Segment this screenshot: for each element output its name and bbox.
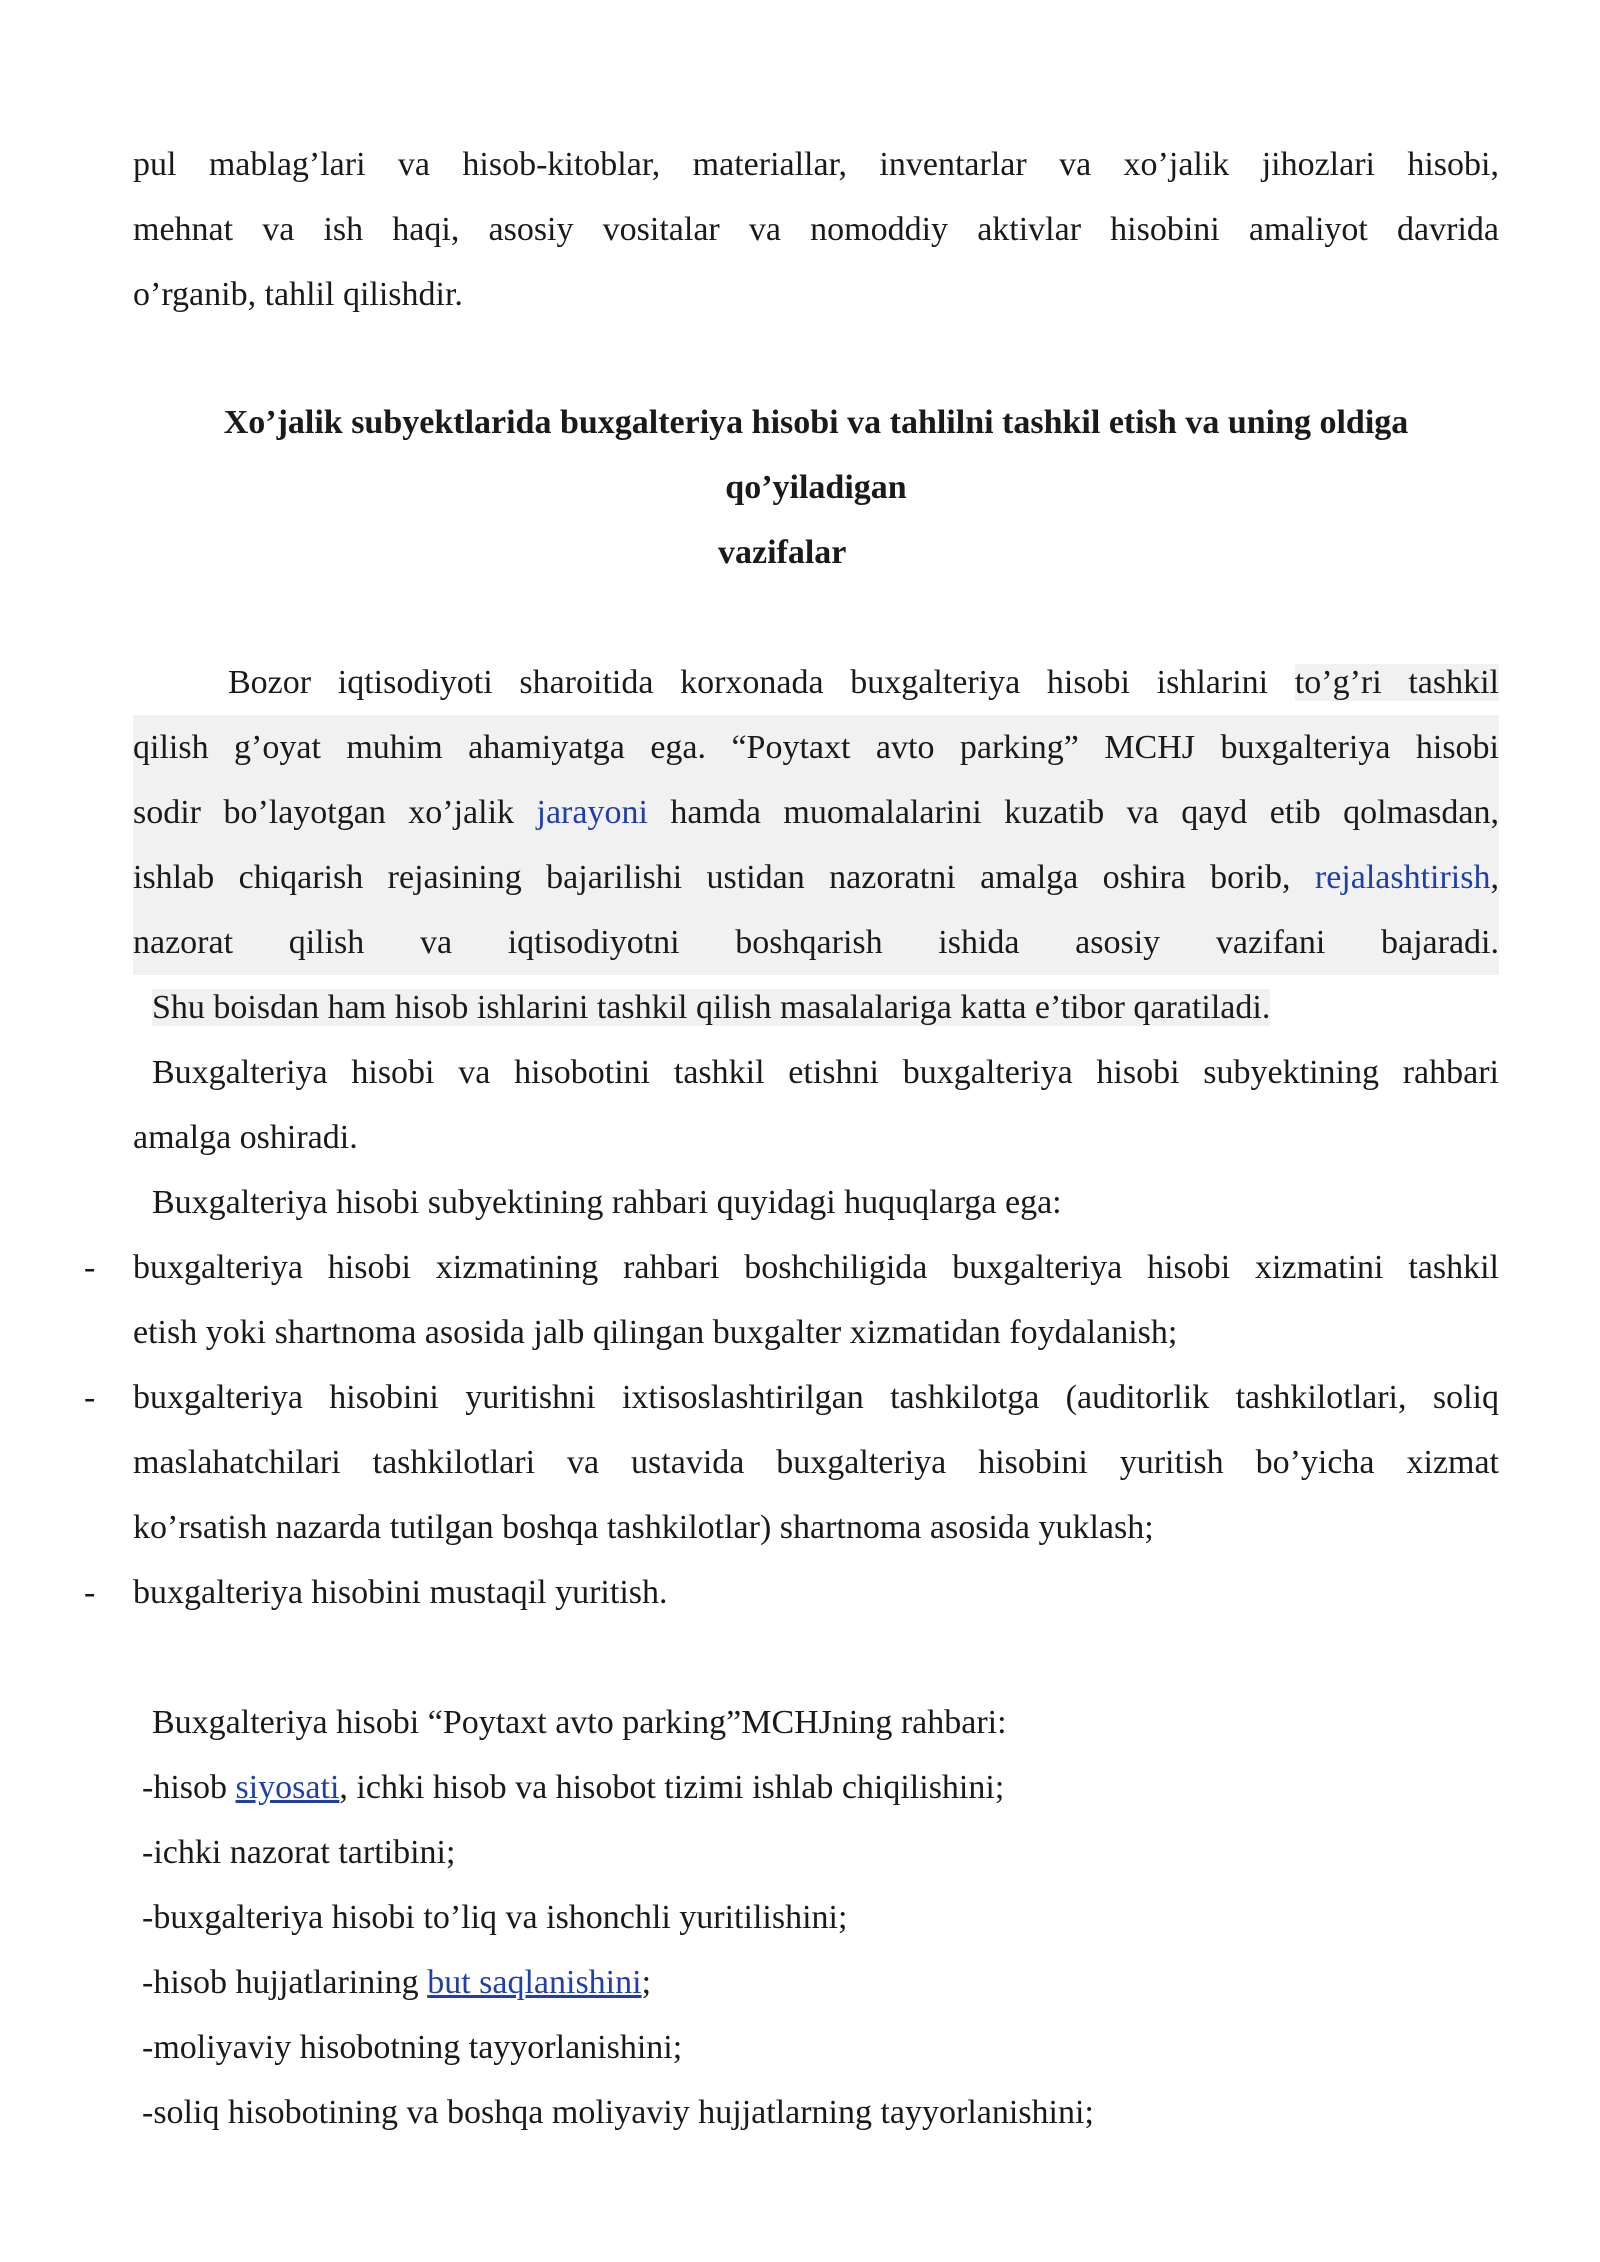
rights-item-2-line-2: maslahatchilari tashkilotlari va ustavida buxgalteriya hisobini yuritish bo’yicha xizmat xyxy=(133,1444,1499,1481)
rights-item-1-line-2: etish yoki shartnoma asosida jalb qilingan buxgalter xizmatidan foydalanish; xyxy=(133,1314,1178,1351)
para1-line-1-text: Bozor iqtisodiyoti sharoitida korxonada buxgalteriya hisobi ishlarini xyxy=(228,664,1295,701)
section-heading-line-1: Xo’jalik subyektlarida buxgalteriya hisobi va tahlilni tashkil etish va uning oldiga xyxy=(223,404,1409,441)
para1-line-3-text-b: hamda muomalalarini kuzatib va qayd etib qolmasdan, xyxy=(647,794,1499,831)
para1-line-4-text-b: , xyxy=(1490,859,1499,896)
duty-item-1 xyxy=(142,1755,1004,1820)
para1-line-4 xyxy=(133,845,1499,910)
para1-line-5: nazorat qilish va iqtisodiyotni boshqarish ishida asosiy vazifani bajaradi. xyxy=(133,910,1499,975)
para1-line-4-text-a: ishlab chiqarish rejasining bajarilishi ustidan nazoratni amalga oshira borib, xyxy=(133,859,1315,896)
para2-line-1: Buxgalteriya hisobi va hisobotini tashkil etishni buxgalteriya hisobi subyektining rahbari xyxy=(152,1054,1499,1091)
but-saqlanishini-link[interactable]: but saqlanishini xyxy=(427,1964,642,2001)
duty-item-1-text-a: -hisob xyxy=(142,1769,236,1806)
duty-item-4-text-b: ; xyxy=(641,1964,652,2001)
para2-line-2: amalga oshiradi. xyxy=(133,1119,358,1156)
para1-line-3 xyxy=(133,780,1499,845)
para1-line-6-text: Shu boisdan ham hisob ishlarini tashkil qilish masalalariga katta e’tibor qaratiladi. xyxy=(152,989,1271,1026)
list-dash-2: - xyxy=(84,1379,96,1416)
para1-line-1 xyxy=(228,650,1499,715)
section-heading-line-2: qo’yiladigan xyxy=(725,469,907,506)
section-heading-line-3: vazifalar xyxy=(718,534,847,571)
intro-line-2: mehnat va ish haqi, asosiy vositalar va nomoddiy aktivlar hisobini amaliyot davrida xyxy=(133,211,1499,248)
jarayoni-link[interactable]: jarayoni xyxy=(536,794,648,831)
para1-line-3-text-a: sodir bo’layotgan xo’jalik xyxy=(133,794,537,831)
rights-item-2-line-3: ko’rsatish nazarda tutilgan boshqa tashkilotlar) shartnoma asosida yuklash; xyxy=(133,1509,1154,1546)
para3-line-1: Buxgalteriya hisobi subyektining rahbari quyidagi huquqlarga ega: xyxy=(152,1184,1062,1221)
duty-item-4-text-a: -hisob hujjatlarining xyxy=(142,1964,428,2001)
duty-item-1-text-b: , ichki hisob va hisobot tizimi ishlab chiqilishini; xyxy=(339,1769,1005,1806)
duty-item-6: -soliq hisobotining va boshqa moliyaviy hujjatlarning tayyorlanishini; xyxy=(142,2094,1094,2131)
para4-line-1: Buxgalteriya hisobi “Poytaxt avto parking”MCHJning rahbari: xyxy=(152,1704,1007,1741)
siyosati-link[interactable]: siyosati xyxy=(235,1769,340,1806)
duty-item-2: -ichki nazorat tartibini; xyxy=(142,1834,456,1871)
para1-line-2: qilish g’oyat muhim ahamiyatga ega. “Poytaxt avto parking” MCHJ buxgalteriya hisobi xyxy=(133,715,1499,780)
intro-line-3: o’rganib, tahlil qilishdir. xyxy=(133,276,463,313)
duty-item-3: -buxgalteriya hisobi to’liq va ishonchli yuritilishini; xyxy=(142,1899,848,1936)
duty-item-4 xyxy=(142,1950,651,2015)
list-dash-1: - xyxy=(84,1249,96,1286)
rejalashtirish-link[interactable]: rejalashtirish xyxy=(1314,859,1491,896)
intro-line-1: pul mablag’lari va hisob-kitoblar, materiallar, inventarlar va xo’jalik jihozlari hisobi, xyxy=(133,146,1499,183)
para1-highlight: to’g’ri tashkil xyxy=(1294,664,1499,701)
rights-item-1-line-1: buxgalteriya hisobi xizmatining rahbari boshchiligida buxgalteriya hisobi xizmatini tashkil xyxy=(133,1249,1499,1286)
rights-item-3-line-1: buxgalteriya hisobini mustaqil yuritish. xyxy=(133,1574,668,1611)
duty-item-5: -moliyaviy hisobotning tayyorlanishini; xyxy=(142,2029,683,2066)
para1-line-6 xyxy=(140,975,1274,1040)
list-dash-3: - xyxy=(84,1574,96,1611)
rights-item-2-line-1: buxgalteriya hisobini yuritishni ixtisoslashtirilgan tashkilotga (auditorlik tashkilotlari, soliq xyxy=(133,1379,1499,1416)
